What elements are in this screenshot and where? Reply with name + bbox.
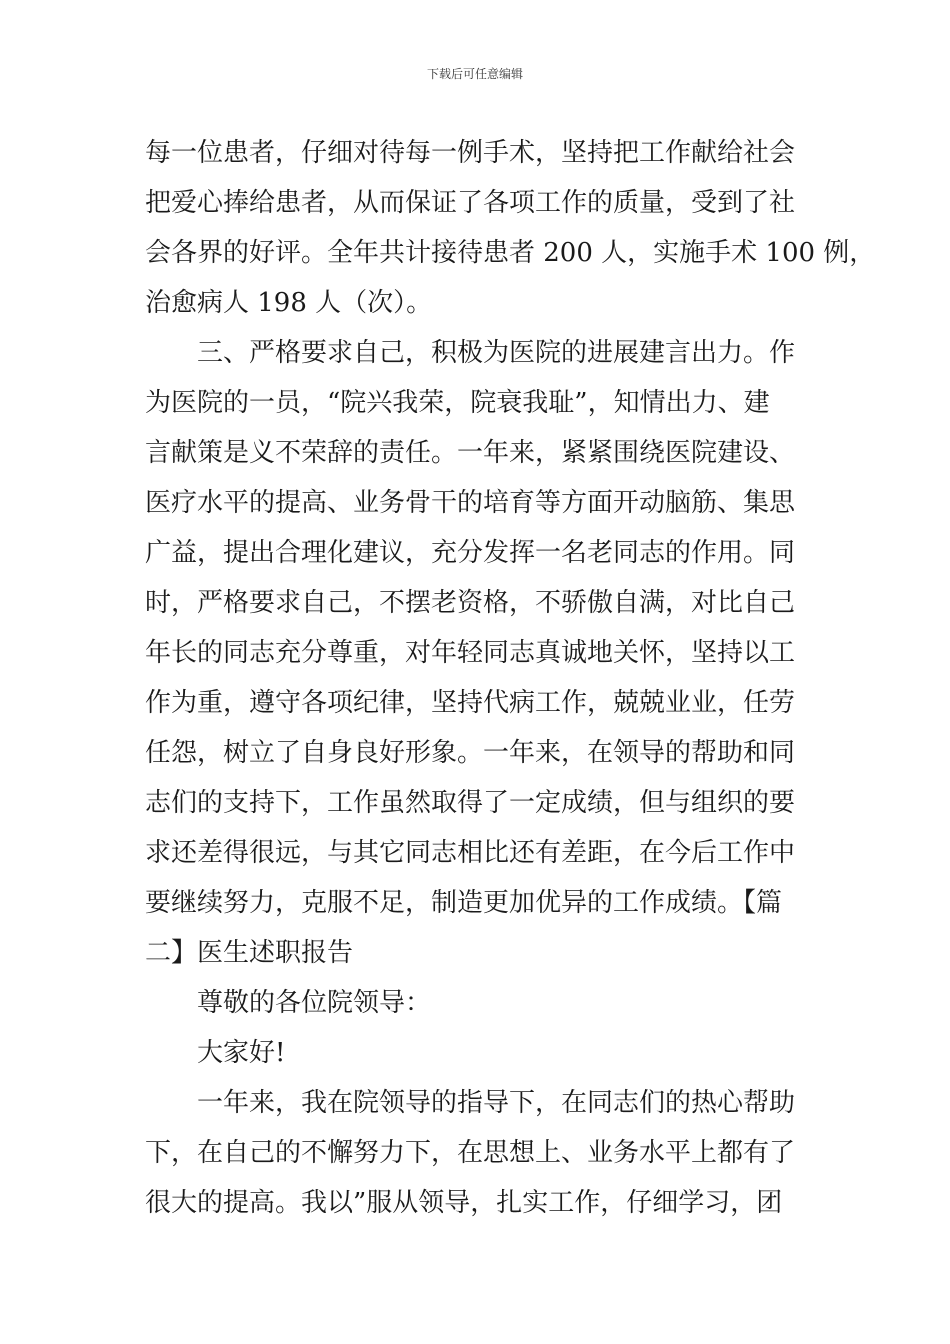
text-line-21: 下，在自己的不懈努力下，在思想上、业务水平上都有了	[145, 1138, 796, 1168]
text-line-4: 治愈病人 198 人（次）。	[145, 288, 433, 318]
text-line-20: 一年来，我在院领导的指导下，在同志们的热心帮助	[197, 1088, 796, 1118]
text-line-18: 尊敬的各位院领导：	[197, 988, 432, 1018]
text-line-11: 年长的同志充分尊重，对年轻同志真诚地关怀，坚持以工	[145, 638, 796, 668]
text-line-22: 很大的提高。我以”服从领导，扎实工作，仔细学习，团	[145, 1188, 783, 1218]
text-line-7: 言献策是义不荣辞的责任。一年来，紧紧围绕医院建设、	[145, 438, 796, 468]
text-line-12: 作为重，遵守各项纪律，坚持代病工作，兢兢业业，任劳	[145, 688, 796, 718]
text-line-1: 每一位患者，仔细对待每一例手术，坚持把工作献给社会	[145, 138, 796, 168]
text-line-9: 广益，提出合理化建议，充分发挥一名老同志的作用。同	[145, 538, 796, 568]
text-line-2: 把爱心捧给患者，从而保证了各项工作的质量，受到了社	[145, 188, 796, 218]
text-line-5: 三、严格要求自己，积极为医院的进展建言出力。作	[197, 338, 796, 368]
text-line-6: 为医院的一员，“院兴我荣，院衰我耻”，知情出力、建	[145, 388, 770, 418]
text-line-14: 志们的支持下，工作虽然取得了一定成绩，但与组织的要	[145, 788, 796, 818]
text-line-3: 会各界的好评。全年共计接待患者 200 人，实施手术 100 例，	[145, 238, 876, 268]
text-line-13: 任怨，树立了自身良好形象。一年来，在领导的帮助和同	[145, 738, 796, 768]
text-line-15: 求还差得很远，与其它同志相比还有差距，在今后工作中	[145, 838, 796, 868]
text-line-19: 大家好!	[197, 1038, 286, 1068]
page-header-note: 下载后可任意编辑	[426, 67, 523, 81]
text-line-8: 医疗水平的提高、业务骨干的培育等方面开动脑筋、集思	[145, 488, 796, 518]
text-line-17: 二】医生述职报告	[145, 938, 354, 968]
text-line-10: 时，严格要求自己，不摆老资格，不骄傲自满，对比自己	[145, 588, 796, 618]
text-line-16: 要继续努力，克服不足，制造更加优异的工作成绩。【篇	[145, 888, 783, 918]
document-body	[145, 128, 876, 1228]
